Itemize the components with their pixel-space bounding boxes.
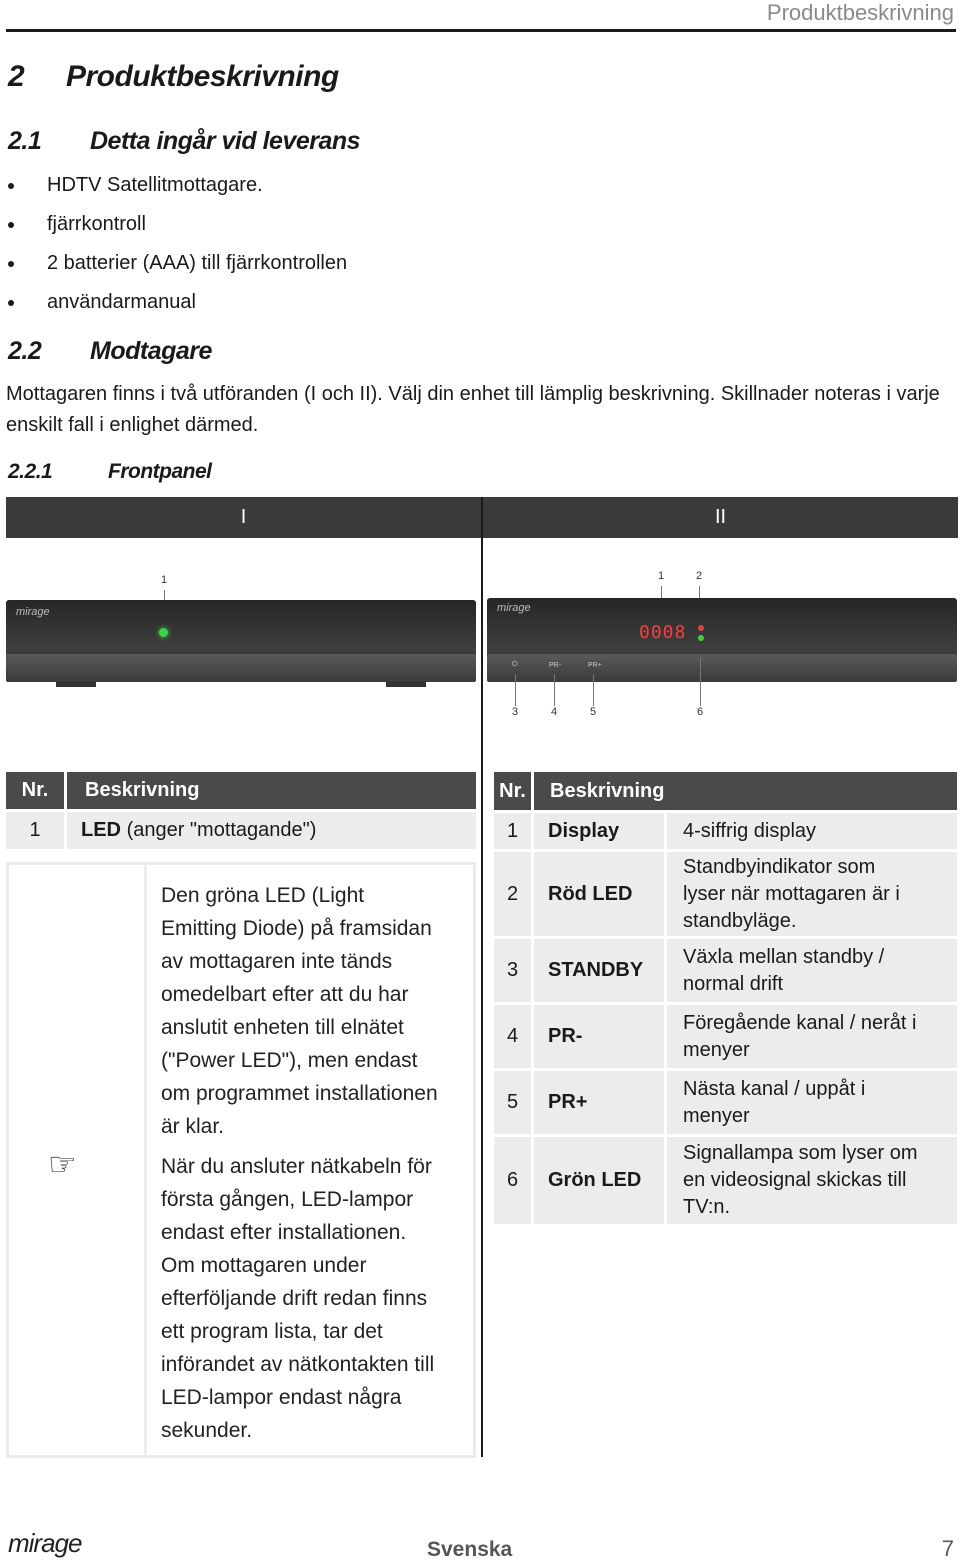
pointing-hand-icon: ☞ <box>48 1146 77 1182</box>
subsection-number: 2.2.1 <box>8 460 53 483</box>
note-line: anslutit enheten till elnätet <box>161 1016 404 1039</box>
row-label: LED <box>81 819 121 841</box>
note-paragraph-2 <box>161 1150 473 1447</box>
note-paragraph-1 <box>161 879 473 1143</box>
note-line: om programmet installationen <box>161 1082 438 1105</box>
subsection-title: Frontpanel <box>108 460 212 483</box>
row-label: Display <box>534 813 664 849</box>
foot <box>56 682 96 687</box>
description-line: Nästa kanal / uppåt i <box>683 1077 866 1100</box>
note-line: sekunder. <box>161 1419 253 1442</box>
row-description <box>667 852 957 936</box>
description-line: standbyläge. <box>683 909 797 932</box>
callout-number: 5 <box>590 706 597 718</box>
footer-logo: mirage <box>8 1528 82 1558</box>
section-heading-2-2 <box>8 337 212 366</box>
row-label: Röd LED <box>534 852 664 936</box>
delivery-list <box>0 170 347 326</box>
description-line: lyser när mottagaren är i <box>683 882 900 905</box>
red-led <box>698 625 704 631</box>
mirage-logo: mirage <box>497 602 531 614</box>
note-line: omedelbart efter att du har <box>161 983 409 1006</box>
page-number: 7 <box>941 1536 954 1561</box>
table-row <box>494 813 957 849</box>
section-title: Modtagare <box>90 337 212 365</box>
subsection-heading <box>8 460 212 484</box>
footer-language: Svenska <box>427 1538 513 1561</box>
table-row <box>494 852 957 936</box>
callout-line <box>554 674 555 706</box>
receiver-base <box>6 654 476 682</box>
row-description <box>67 812 476 849</box>
note-line: ("Power LED"), men endast <box>161 1049 418 1072</box>
row-number: 5 <box>494 1071 531 1134</box>
note-line: är klar. <box>161 1115 225 1138</box>
row-description <box>667 1005 957 1068</box>
list-item: 2 batterier (AAA) till fjärrkontrollen <box>0 248 347 287</box>
foot <box>386 682 426 687</box>
chapter-heading <box>8 60 339 94</box>
row-number: 4 <box>494 1005 531 1068</box>
callout-number: 4 <box>551 706 558 718</box>
row-description <box>667 939 957 1002</box>
note-line: av mottagaren inte tänds <box>161 950 393 973</box>
green-led <box>698 635 704 641</box>
description-line: Föregående kanal / neråt i <box>683 1011 917 1034</box>
section-number: 2.2 <box>8 337 42 365</box>
row-description <box>667 1071 957 1134</box>
segment-display: 0008 <box>639 622 687 643</box>
callout-number: 6 <box>697 706 704 718</box>
standby-button[interactable]: ⏻ <box>512 661 518 668</box>
row-label: PR+ <box>534 1071 664 1134</box>
intro-paragraph: Mottagaren finns i två utföranden (I och II). Välj din enhet till lämplig beskrivning. Skillnader noteras i varje enskilt fall i enlighet därmed. <box>6 383 940 436</box>
note-line: När du ansluter nätkabeln för <box>161 1155 432 1178</box>
list-item: HDTV Satellitmottagare. <box>0 170 347 209</box>
column-header-ii: II <box>483 497 958 538</box>
table-row <box>494 1137 957 1224</box>
chapter-number: 2 <box>8 60 25 93</box>
note-line: endast efter installationen. <box>161 1221 407 1244</box>
row-description <box>667 1137 957 1224</box>
callout-number: 2 <box>696 570 703 582</box>
callout-line <box>593 674 594 706</box>
section-number: 2.1 <box>8 127 42 155</box>
header-rule <box>6 29 956 32</box>
callout-line <box>700 658 701 706</box>
note-line: ett program lista, tar det <box>161 1320 383 1343</box>
list-item: användarmanual <box>0 287 347 326</box>
description-line: Standbyindikator som <box>683 855 876 878</box>
description-line: Signallampa som lyser om <box>683 1142 918 1164</box>
receiver-front-panel-ii <box>487 568 957 720</box>
note-line: Om mottagaren under <box>161 1254 367 1277</box>
table-header-description: Beskrivning <box>534 772 957 810</box>
callout-number: 3 <box>512 706 519 718</box>
chapter-title: Produktbeskrivning <box>66 60 339 93</box>
description-line: 4-siffrig display <box>683 819 817 842</box>
running-head: Produktbeskrivning <box>766 0 954 25</box>
row-description <box>667 813 957 849</box>
table-header-nr: Nr. <box>494 772 531 810</box>
receiver-front-panel-i <box>6 570 476 700</box>
led-table <box>3 769 479 852</box>
callout-line <box>515 674 516 706</box>
pr-minus-button[interactable]: PR- <box>549 662 562 669</box>
row-number: 1 <box>494 813 531 849</box>
table-row <box>494 939 957 1002</box>
table-row <box>6 812 476 849</box>
note-line: Emitting Diode) på framsidan <box>161 917 432 940</box>
row-number: 3 <box>494 939 531 1002</box>
note-line: efterföljande drift redan finns <box>161 1287 428 1310</box>
callout-number: 1 <box>658 570 665 582</box>
list-item: fjärrkontroll <box>0 209 347 248</box>
green-led <box>159 628 168 637</box>
row-label: STANDBY <box>534 939 664 1002</box>
description-line: menyer <box>683 1104 750 1127</box>
callout-number: 1 <box>161 574 168 586</box>
pr-plus-button[interactable]: PR+ <box>588 662 602 669</box>
note-line: införandet av nätkontakten till <box>161 1353 435 1376</box>
section-title: Detta ingår vid leverans <box>90 127 361 155</box>
row-number: 2 <box>494 852 531 936</box>
description-line: TV:n. <box>683 1196 731 1218</box>
description-line: menyer <box>683 1038 750 1061</box>
row-detail: (anger "mottagande") <box>126 819 317 841</box>
description-line: Växla mellan standby / <box>683 945 885 968</box>
row-label: Grön LED <box>534 1137 664 1224</box>
controls-table <box>491 769 960 1227</box>
table-header-description: Beskrivning <box>67 772 476 809</box>
note-line: Den gröna LED (Light <box>161 884 365 907</box>
row-label: PR- <box>534 1005 664 1068</box>
section-heading-2-1 <box>8 127 360 156</box>
note-line: första gången, LED-lampor <box>161 1188 414 1211</box>
table-row <box>494 1071 957 1134</box>
column-divider <box>481 497 483 1457</box>
row-number: 6 <box>494 1137 531 1224</box>
row-number: 1 <box>6 812 64 849</box>
description-line: en videosignal skickas till <box>683 1169 907 1191</box>
table-row <box>494 1005 957 1068</box>
column-header-i: I <box>6 497 481 538</box>
mirage-logo: mirage <box>16 606 50 618</box>
description-line: normal drift <box>683 972 784 995</box>
table-header-nr: Nr. <box>6 772 64 809</box>
note-line: LED-lampor endast några <box>161 1386 402 1409</box>
